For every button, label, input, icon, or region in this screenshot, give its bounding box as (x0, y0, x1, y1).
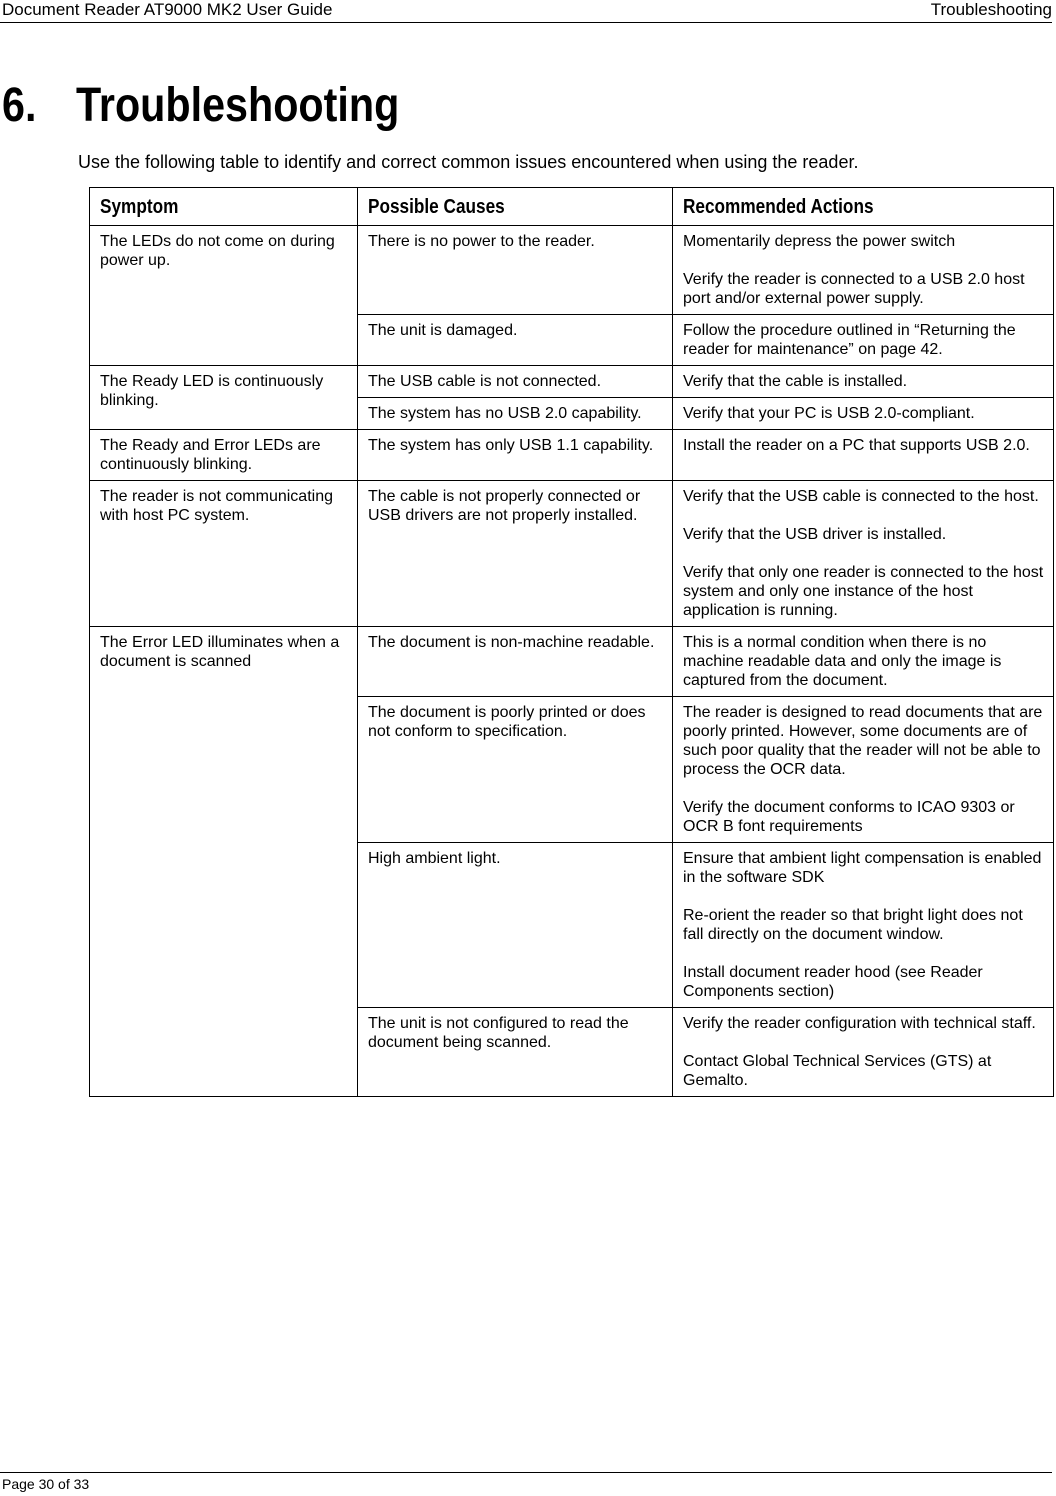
header-section-title: Troubleshooting (930, 0, 1052, 19)
actions-cell (673, 315, 1054, 366)
action-text: The reader is designed to read documents that are poorly printed. However, some documents are of such poor quality that the reader will not be able to process the OCR data. (683, 704, 1043, 778)
action-text: Verify that the USB driver is installed. (683, 526, 947, 543)
symptom-cell: The LEDs do not come on during power up. (90, 226, 358, 366)
symptom-cell: The reader is not communicating with host PC system. (90, 481, 358, 627)
header-possible-causes: Possible Causes (358, 188, 673, 226)
actions-cell (673, 226, 1054, 315)
cause-cell: The USB cable is not connected. (358, 366, 673, 398)
actions-cell (673, 843, 1054, 1008)
cause-cell: The system has only USB 1.1 capability. (358, 430, 673, 481)
header-recommended-actions: Recommended Actions (673, 188, 1054, 226)
cause-cell: The document is poorly printed or does not conform to specification. (358, 697, 673, 843)
action-text: Ensure that ambient light compensation is enabled in the software SDK (683, 850, 1042, 886)
actions-cell (673, 481, 1054, 627)
table-row (90, 226, 1054, 315)
symptom-cell: The Error LED illuminates when a document is scanned (90, 627, 358, 1097)
header-doc-title: Document Reader AT9000 MK2 User Guide (2, 0, 333, 19)
troubleshooting-table (89, 187, 1054, 1097)
chapter-title: Troubleshooting (75, 79, 400, 132)
table-header-row (90, 188, 1054, 226)
symptom-cell: The Ready LED is continuously blinking. (90, 366, 358, 430)
actions-cell (673, 697, 1054, 843)
action-text: Install document reader hood (see Reader Components section) (683, 964, 983, 1000)
action-text: Verify that only one reader is connected to the host system and only one instance of the host application is running. (683, 564, 1044, 619)
page-footer (0, 1472, 1052, 1492)
actions-cell (673, 398, 1054, 430)
cause-cell: The cable is not properly connected or USB drivers are not properly installed. (358, 481, 673, 627)
table-row (90, 481, 1054, 627)
actions-cell (673, 627, 1054, 697)
cause-cell: The system has no USB 2.0 capability. (358, 398, 673, 430)
table-row (90, 430, 1054, 481)
page-number: Page 30 of 33 (2, 1476, 90, 1492)
action-text: Verify the document conforms to ICAO 9303 or OCR B font requirements (683, 799, 1015, 835)
intro-paragraph: Use the following table to identify and correct common issues encountered when using the reader. (78, 152, 859, 172)
action-text: Install the reader on a PC that supports USB 2.0. (683, 437, 1030, 454)
table-row (90, 627, 1054, 697)
action-text: Verify the reader is connected to a USB 2.0 host port and/or external power supply. (683, 271, 1025, 307)
cause-cell: The document is non-machine readable. (358, 627, 673, 697)
cause-cell: The unit is damaged. (358, 315, 673, 366)
actions-cell (673, 1008, 1054, 1097)
action-text: Verify that your PC is USB 2.0-compliant. (683, 405, 975, 422)
action-text: Verify the reader configuration with technical staff. (683, 1015, 1036, 1032)
page-header (0, 0, 1052, 23)
action-text: Follow the procedure outlined in “Returning the reader for maintenance” on page 42. (683, 322, 1016, 358)
action-text: This is a normal condition when there is no machine readable data and only the image is captured from the document. (683, 634, 1002, 689)
chapter-heading (2, 76, 399, 136)
header-symptom: Symptom (90, 188, 358, 226)
table-body (90, 226, 1054, 1097)
action-text: Re-orient the reader so that bright light does not fall directly on the document window. (683, 907, 1023, 943)
action-text: Verify that the cable is installed. (683, 373, 908, 390)
actions-cell (673, 430, 1054, 481)
symptom-cell: The Ready and Error LEDs are continuously blinking. (90, 430, 358, 481)
actions-cell (673, 366, 1054, 398)
cause-cell: There is no power to the reader. (358, 226, 673, 315)
action-text: Contact Global Technical Services (GTS) at Gemalto. (683, 1053, 992, 1089)
chapter-number: 6. (2, 79, 37, 132)
cause-cell: The unit is not configured to read the document being scanned. (358, 1008, 673, 1097)
action-text: Momentarily depress the power switch (683, 233, 956, 250)
cause-cell: High ambient light. (358, 843, 673, 1008)
action-text: Verify that the USB cable is connected to the host. (683, 488, 1039, 505)
table-row (90, 366, 1054, 398)
